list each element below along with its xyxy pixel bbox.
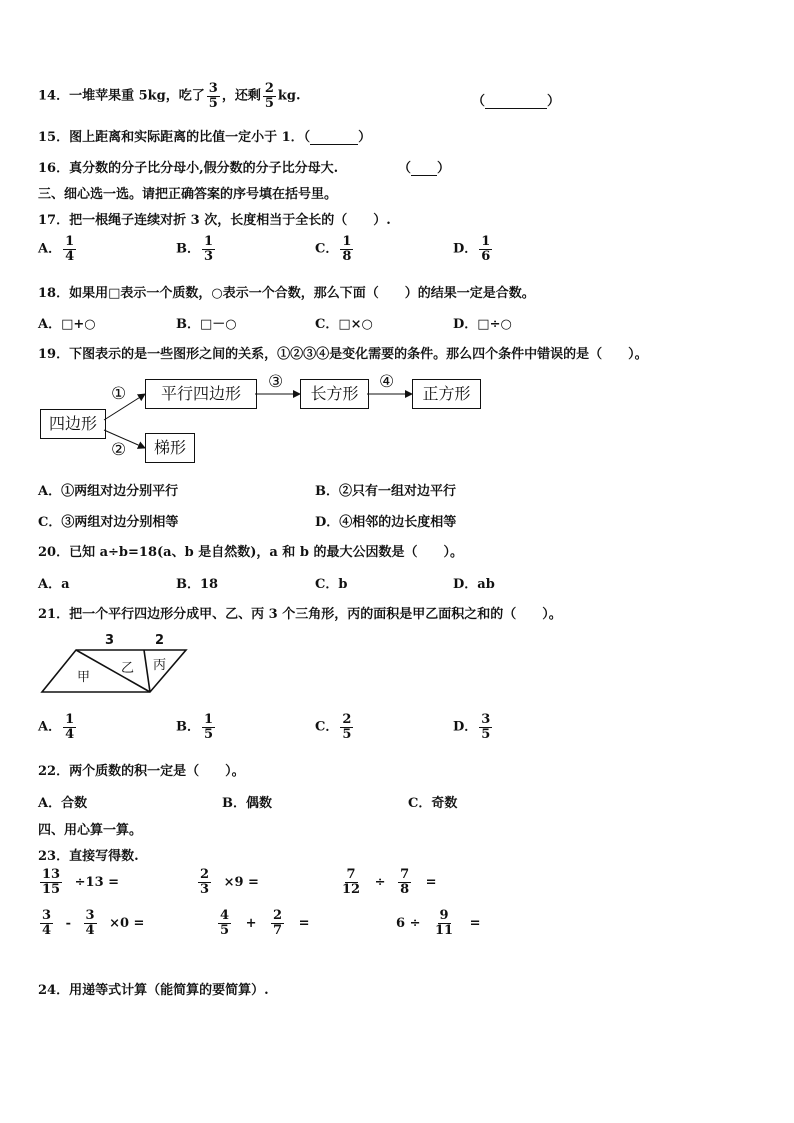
expression-6: 6 ÷ $\frac{9}{11}$ = [396, 908, 481, 938]
condition-1-label: ① [111, 384, 127, 404]
question-19: 19．下图表示的是一些图形之间的关系，①②③④是变化需要的条件。那么四个条件中错误的是（ ）。 [38, 347, 648, 362]
expression-4: $\frac{3}{4}$ - $\frac{3}{4}$ ×0 = [42, 908, 145, 938]
question-14: 14．一堆苹果重 5kg，吃了 $\frac{3}{5}$ ，还剩 $\frac{2}{5}$ kg. [38, 81, 301, 111]
box-quadrilateral: 四边形 [40, 409, 106, 439]
parallelogram-figure [40, 646, 190, 696]
condition-4-label: ④ [379, 372, 395, 392]
box-square: 正方形 [412, 379, 481, 409]
option-22-a[interactable]: A．合数 [38, 796, 88, 811]
triangle-bing-label: 丙 [153, 658, 167, 673]
shape-relation-diagram [0, 0, 794, 480]
expression-5: $\frac{4}{5}$ + $\frac{2}{7}$ = [220, 908, 310, 938]
condition-2-label: ② [111, 440, 127, 460]
section-title-4: 四、用心算一算。 [38, 823, 143, 838]
expression-3: $\frac{7}{12}$ ÷ $\frac{7}{8}$ = [342, 867, 437, 897]
option-19-b[interactable]: B．②只有一组对边平行 [315, 484, 457, 499]
expression-1: $\frac{13}{15}$ ÷13 = [42, 867, 120, 897]
expression-2: $\frac{2}{3}$ ×9 = [200, 867, 259, 897]
question-24: 24．用递等式计算（能简算的要简算）. [38, 983, 269, 998]
section-title-3: 三、细心选一选。请把正确答案的序号填在括号里。 [38, 187, 338, 202]
option-17-c[interactable]: C． $\frac{1}{8}$ [315, 234, 352, 264]
option-20-a[interactable]: A．a [38, 577, 70, 592]
option-20-c[interactable]: C．b [315, 577, 348, 592]
option-18-d[interactable]: D．□÷○ [453, 317, 512, 332]
question-16: 16．真分数的分子比分母小,假分数的分子比分母大. [38, 161, 339, 176]
option-19-d[interactable]: D．④相邻的边长度相等 [315, 515, 457, 530]
question-21: 21．把一个平行四边形分成甲、乙、丙 3 个三角形，丙的面积是甲乙面积之和的（ ）。 [38, 607, 562, 622]
option-19-a[interactable]: A．①两组对边分别平行 [38, 484, 179, 499]
option-19-c[interactable]: C．③两组对边分别相等 [38, 515, 179, 530]
option-21-b[interactable]: B． $\frac{1}{5}$ [176, 712, 214, 742]
question-18: 18．如果用□表示一个质数，○表示一个合数，那么下面（ ）的结果一定是合数。 [38, 286, 535, 301]
box-rectangle: 长方形 [300, 379, 369, 409]
condition-3-label: ③ [268, 372, 284, 392]
option-21-a[interactable]: A． $\frac{1}{4}$ [38, 712, 75, 742]
option-21-d[interactable]: D． $\frac{3}{5}$ [453, 712, 491, 742]
question-15: 15．图上距离和实际距离的比值一定小于 1．（ ） [38, 130, 372, 145]
option-18-a[interactable]: A．□+○ [38, 317, 96, 332]
triangle-jia-label: 甲 [77, 670, 91, 685]
option-18-c[interactable]: C．□×○ [315, 317, 373, 332]
question-23: 23．直接写得数. [38, 849, 139, 864]
answer-blank-16[interactable]: （ ） [398, 161, 451, 176]
option-17-d[interactable]: D． $\frac{1}{6}$ [453, 234, 491, 264]
option-17-a[interactable]: A． $\frac{1}{4}$ [38, 234, 75, 264]
box-trapezoid: 梯形 [145, 433, 195, 463]
triangle-yi-label: 乙 [121, 661, 135, 676]
option-20-d[interactable]: D．ab [453, 577, 495, 592]
question-22: 22．两个质数的积一定是（ ）。 [38, 764, 245, 779]
option-22-b[interactable]: B．偶数 [222, 796, 273, 811]
fraction: $\frac{2}{5}$ [264, 81, 274, 111]
question-20: 20．已知 a÷b=18(a、b 是自然数)，a 和 b 的最大公因数是（ ）。 [38, 545, 463, 560]
option-18-b[interactable]: B．□－○ [176, 317, 237, 332]
box-parallelogram: 平行四边形 [145, 379, 257, 409]
option-21-c[interactable]: C． $\frac{2}{5}$ [315, 712, 352, 742]
option-17-b[interactable]: B． $\frac{1}{3}$ [176, 234, 214, 264]
question-17: 17．把一根绳子连续对折 3 次，长度相当于全长的（ ）. [38, 213, 391, 228]
option-20-b[interactable]: B．18 [176, 577, 219, 592]
length-label-3: 3 [105, 633, 115, 648]
option-22-c[interactable]: C．奇数 [408, 796, 458, 811]
answer-blank-14[interactable]: （ ） [472, 94, 561, 109]
length-label-2: 2 [155, 633, 165, 648]
fraction: $\frac{3}{5}$ [208, 81, 218, 111]
